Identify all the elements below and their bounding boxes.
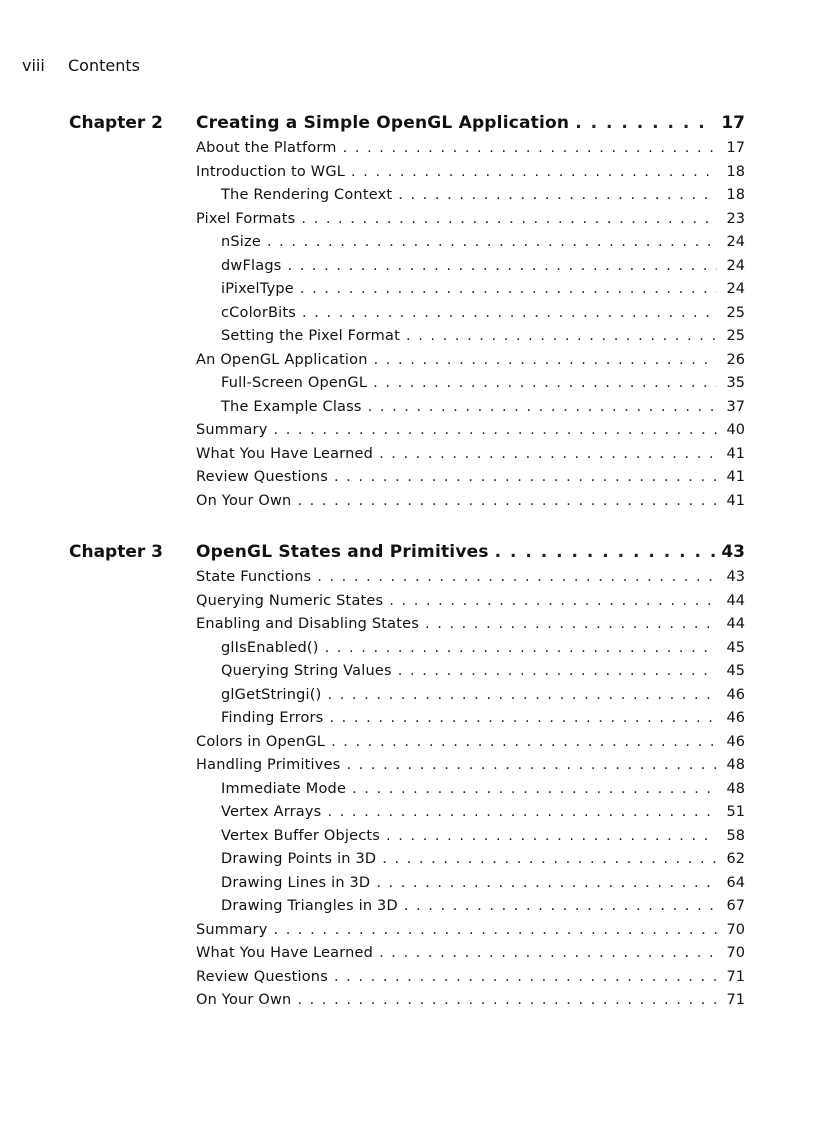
toc-entry-page: 24 [726, 281, 745, 297]
toc-subentry[interactable] [221, 894, 745, 918]
dot-leader [325, 636, 717, 660]
toc-entry-title: Pixel Formats [196, 210, 296, 227]
toc-entry[interactable] [196, 730, 745, 754]
toc-entry-page: 71 [726, 968, 745, 985]
dot-leader [495, 540, 715, 564]
dot-leader [328, 683, 718, 707]
toc-entry-title: On Your Own [196, 492, 292, 509]
toc-entry[interactable] [196, 941, 745, 965]
toc-entry[interactable] [196, 136, 745, 160]
running-head [22, 56, 140, 76]
toc-subentry[interactable] [221, 871, 745, 895]
dot-leader [302, 301, 717, 325]
dot-leader [331, 730, 717, 754]
toc-entry-title: Drawing Lines in 3D [221, 874, 371, 891]
toc-entry-page: 44 [726, 592, 745, 609]
toc-subentry[interactable] [221, 777, 745, 801]
toc-subentry[interactable] [221, 659, 745, 683]
toc-subentry[interactable] [221, 706, 745, 730]
dot-leader [374, 348, 717, 372]
toc-entry-page: 45 [726, 639, 745, 656]
dot-leader [334, 965, 717, 989]
dot-leader [297, 489, 717, 513]
toc-entry-title: nSize [221, 234, 261, 250]
chapter-title: Creating a Simple OpenGL Application [196, 113, 570, 133]
toc-entry-page: 35 [726, 375, 745, 391]
dot-leader [373, 371, 717, 395]
toc-entry-page: 64 [726, 874, 745, 891]
toc-entry-title: An OpenGL Application [196, 351, 368, 368]
toc-entry-page: 43 [726, 569, 745, 585]
toc-entry[interactable] [196, 207, 745, 231]
dot-leader [425, 612, 717, 636]
dot-leader [389, 589, 717, 613]
chapter-label: Chapter 3 [69, 542, 164, 562]
toc-entry-title: Handling Primitives [196, 757, 341, 773]
dot-leader [351, 160, 717, 184]
toc-subentry[interactable] [221, 800, 745, 824]
toc-entry-page: 46 [726, 733, 745, 750]
toc-entry-title: Review Questions [196, 469, 328, 485]
toc-entry-page: 58 [726, 827, 745, 844]
toc-entry-title: iPixelType [221, 281, 294, 297]
toc-subentry[interactable] [221, 324, 745, 348]
chapter-label: Chapter 2 [69, 113, 164, 133]
toc-entry-page: 17 [726, 140, 745, 156]
toc-entry-title: The Rendering Context [221, 187, 393, 203]
dot-leader [379, 941, 717, 965]
dot-leader [398, 659, 717, 683]
dot-leader [301, 207, 717, 231]
dot-leader [329, 706, 717, 730]
toc-entry-page: 70 [726, 921, 745, 938]
dot-leader [368, 395, 717, 419]
dot-leader [273, 418, 717, 442]
toc-entry-page: 41 [726, 469, 745, 485]
toc-entry-title: About the Platform [196, 140, 337, 156]
toc-entry-page: 67 [726, 898, 745, 914]
toc-entry-title: State Functions [196, 569, 312, 585]
toc-entry-title: Review Questions [196, 968, 328, 985]
toc-entry-title: Querying Numeric States [196, 592, 384, 609]
toc-subentry[interactable] [221, 636, 745, 660]
chapter-title-row[interactable] [196, 540, 745, 564]
toc-subentry[interactable] [221, 183, 745, 207]
dot-leader [352, 777, 717, 801]
toc-entry-title: Full-Screen OpenGL [221, 375, 368, 391]
toc-subentry[interactable] [221, 277, 745, 301]
toc-entry-title: Setting the Pixel Format [221, 328, 400, 344]
toc-entry-page: 24 [726, 257, 745, 274]
dot-leader [379, 442, 717, 466]
toc-subentry[interactable] [221, 824, 745, 848]
toc-entry-page: 70 [726, 945, 745, 961]
dot-leader [297, 988, 717, 1012]
chapter-title-row[interactable] [196, 111, 745, 135]
toc-entry[interactable] [196, 565, 745, 589]
dot-leader [386, 824, 717, 848]
dot-leader [575, 111, 715, 135]
toc-entry[interactable] [196, 753, 745, 777]
toc-entry-page: 40 [726, 422, 745, 438]
toc-entry-page: 71 [726, 992, 745, 1008]
toc-entry-title: Vertex Buffer Objects [221, 827, 381, 844]
running-head-title: Contents [68, 56, 140, 75]
toc-entry[interactable] [196, 589, 745, 613]
toc-entry-title: Drawing Triangles in 3D [221, 898, 398, 914]
toc-entry-title: Querying String Values [221, 663, 392, 679]
dot-leader [404, 894, 717, 918]
dot-leader [267, 230, 717, 254]
toc-entry-title: Introduction to WGL [196, 163, 346, 180]
toc-entry-page: 18 [726, 187, 745, 203]
toc-entry-title: dwFlags [221, 257, 282, 274]
toc-subentry[interactable] [221, 683, 745, 707]
dot-leader [376, 871, 717, 895]
dot-leader [343, 136, 717, 160]
toc-entry-page: 26 [726, 351, 745, 368]
chapter-page-number: 43 [721, 542, 745, 562]
toc-entry-title: Finding Errors [221, 710, 324, 726]
dot-leader [406, 324, 717, 348]
toc-entry-title: What You Have Learned [196, 445, 374, 462]
toc-entry-title: Immediate Mode [221, 780, 347, 797]
toc-entry-page: 25 [726, 304, 745, 321]
toc-entry-title: cColorBits [221, 304, 297, 321]
toc-entry-page: 25 [726, 328, 745, 344]
toc-entry-title: Drawing Points in 3D [221, 851, 377, 867]
toc-entry-page: 48 [726, 780, 745, 797]
dot-leader [334, 465, 717, 489]
toc-entry-title: Enabling and Disabling States [196, 616, 420, 632]
toc-subentry[interactable] [221, 301, 745, 325]
toc-entry[interactable] [196, 348, 745, 372]
toc-entry-title: Vertex Arrays [221, 804, 322, 820]
toc-entry-title: Colors in OpenGL [196, 733, 326, 750]
toc-entry-page: 37 [726, 398, 745, 415]
dot-leader [346, 753, 717, 777]
toc-entry-page: 45 [726, 663, 745, 679]
toc-entry-page: 51 [726, 804, 745, 820]
toc-subentry[interactable] [221, 371, 745, 395]
toc-entry[interactable] [196, 465, 745, 489]
toc-entry[interactable] [196, 965, 745, 989]
toc-subentry[interactable] [221, 847, 745, 871]
toc-entry-title: The Example Class [221, 398, 362, 415]
toc-entry-page: 48 [726, 757, 745, 773]
toc-subentry[interactable] [221, 254, 745, 278]
chapter-page-number: 17 [721, 113, 745, 133]
toc-entry-page: 41 [726, 492, 745, 509]
toc-entry-page: 46 [726, 686, 745, 703]
toc-entry-title: Summary [196, 422, 268, 438]
toc-entry[interactable] [196, 489, 745, 513]
toc-entry[interactable] [196, 918, 745, 942]
dot-leader [382, 847, 717, 871]
dot-leader [317, 565, 717, 589]
toc-entry-page: 41 [726, 445, 745, 462]
toc-entry-title: Summary [196, 921, 268, 938]
dot-leader [398, 183, 717, 207]
toc-entry[interactable] [196, 418, 745, 442]
dot-leader [287, 254, 717, 278]
toc-entry-page: 24 [726, 234, 745, 250]
toc-entry[interactable] [196, 988, 745, 1012]
dot-leader [273, 918, 717, 942]
toc-entry-title: What You Have Learned [196, 945, 374, 961]
page-folio: viii [22, 56, 45, 75]
toc-entry[interactable] [196, 160, 745, 184]
toc-subentry[interactable] [221, 230, 745, 254]
toc-entry[interactable] [196, 442, 745, 466]
toc-subentry[interactable] [221, 395, 745, 419]
toc-entry-page: 18 [726, 163, 745, 180]
dot-leader [327, 800, 717, 824]
toc-entry[interactable] [196, 612, 745, 636]
chapter-title: OpenGL States and Primitives [196, 542, 489, 562]
toc-entry-page: 62 [726, 851, 745, 867]
toc-entry-title: glIsEnabled() [221, 639, 319, 656]
toc-entry-page: 46 [726, 710, 745, 726]
toc-entry-title: glGetStringi() [221, 686, 322, 703]
toc-entry-title: On Your Own [196, 992, 292, 1008]
toc-entry-page: 44 [726, 616, 745, 632]
toc-entry-page: 23 [726, 210, 745, 227]
dot-leader [300, 277, 717, 301]
